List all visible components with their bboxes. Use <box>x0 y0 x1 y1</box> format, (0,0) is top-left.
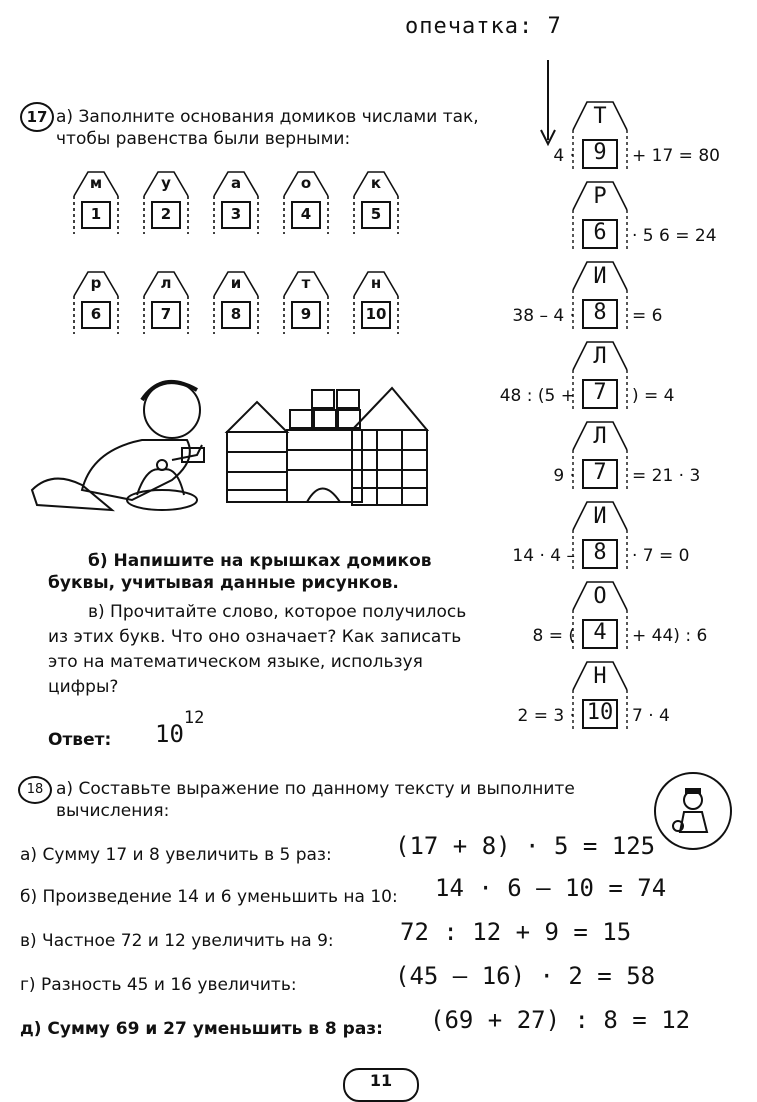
house-houses_row2-3 <box>278 268 334 338</box>
equation-left: 14 · 4 – <box>512 546 575 566</box>
task18-item-0: а) Сумму 17 и 8 увеличить в 5 раз: <box>20 845 332 865</box>
task18-answer-0: (17 + 8) · 5 = 125 <box>395 832 656 860</box>
house-houses_row2-0 <box>68 268 124 338</box>
equation-roof-letter: Л <box>593 344 607 369</box>
house-number: 7 <box>160 305 172 323</box>
task17-part-a: а) Заполните основания домиков числами так, чтобы равенства были верными: <box>56 107 479 149</box>
equation-house-4 <box>569 420 631 492</box>
task17-part-b: б) Напишите на крышках домиков буквы, учитывая данные рисунков. <box>48 551 432 593</box>
equation-base-number: 8 <box>593 300 607 325</box>
house-letter: н <box>370 274 382 292</box>
equation-base-number: 9 <box>593 140 607 165</box>
house-letter: а <box>230 174 242 192</box>
house-houses_row1-4 <box>348 168 404 238</box>
boy-sailor-icon <box>652 770 734 852</box>
equation-right: ) = 4 <box>632 386 675 406</box>
house-letter: и <box>230 274 242 292</box>
house-houses_row1-2 <box>208 168 264 238</box>
answer-base: 10 <box>155 720 184 748</box>
house-houses_row2-2 <box>208 268 264 338</box>
house-number: 3 <box>230 205 242 223</box>
house-houses_row2-1 <box>138 268 194 338</box>
task18-item-2: в) Частное 72 и 12 увеличить на 9: <box>20 931 334 951</box>
house-houses_row2-4 <box>348 268 404 338</box>
equation-roof-letter: И <box>593 264 607 289</box>
equation-house-6 <box>569 580 631 652</box>
equation-roof-letter: О <box>593 584 607 609</box>
house-number: 1 <box>90 205 102 223</box>
house-number: 9 <box>300 305 312 323</box>
boy-sandcastle-illustration <box>22 370 442 520</box>
house-letter: л <box>160 274 172 292</box>
task18-intro: а) Составьте выражение по данному тексту и выполните вычисления: <box>56 779 575 821</box>
task18-item-3: г) Разность 45 и 16 увеличить: <box>20 975 297 995</box>
page-number-box <box>343 1068 419 1102</box>
equation-house-0 <box>569 100 631 172</box>
house-letter: м <box>89 174 103 192</box>
house-number: 2 <box>160 205 172 223</box>
house-number: 4 <box>300 205 312 223</box>
task17-part-v: в) Прочитайте слово, которое получилось из этих букв. Что оно означает? Как записать это на математическом языке, используя цифры? <box>48 602 467 697</box>
equation-house-5 <box>569 500 631 572</box>
house-houses_row1-3 <box>278 168 334 238</box>
equation-base-number: 10 <box>586 700 614 725</box>
task17-badge <box>20 102 54 132</box>
task18-answer-2: 72 : 12 + 9 = 15 <box>400 918 632 946</box>
equation-base-number: 7 <box>593 380 607 405</box>
equation-base-number: 7 <box>593 460 607 485</box>
equation-right: + 44) : 6 <box>632 626 708 646</box>
equation-roof-letter: Т <box>593 104 607 129</box>
equation-left: 2 = 3 · <box>517 706 575 726</box>
equation-left: 9 · <box>553 466 575 486</box>
house-letter: о <box>300 174 312 192</box>
house-number: 10 <box>365 305 387 323</box>
task18-badge <box>18 776 52 804</box>
equation-right: = 6 <box>632 306 663 326</box>
equation-house-3 <box>569 340 631 412</box>
equation-left: 4 · <box>553 146 575 166</box>
equation-roof-letter: Р <box>593 184 607 209</box>
equation-right: · 5 6 = 24 <box>632 226 717 246</box>
task18-answer-1: 14 · 6 – 10 = 74 <box>435 874 667 902</box>
task18-item-4: д) Сумму 69 и 27 уменьшить в 8 раз: <box>20 1019 383 1039</box>
house-number: 6 <box>90 305 102 323</box>
house-letter: у <box>161 174 171 192</box>
house-number: 8 <box>230 305 242 323</box>
answer-value <box>155 708 205 748</box>
down-arrow-icon <box>538 58 558 148</box>
house-houses_row1-1 <box>138 168 194 238</box>
house-letter: р <box>90 274 102 292</box>
equation-right: + 17 = 80 <box>632 146 720 166</box>
equation-house-2 <box>569 260 631 332</box>
equation-house-1 <box>569 180 631 252</box>
equation-right: = 21 · 3 <box>632 466 701 486</box>
equation-left: 38 – 4 · <box>512 306 575 326</box>
equation-right: 7 · 4 <box>632 706 670 726</box>
equation-left: 48 : (5 + <box>499 386 575 406</box>
task18-number: 18 <box>26 782 44 797</box>
page-number: 11 <box>369 1071 393 1090</box>
equation-base-number: 8 <box>593 540 607 565</box>
equation-left: 8 = ( <box>532 626 575 646</box>
equation-house-7 <box>569 660 631 732</box>
house-number: 5 <box>370 205 382 223</box>
house-houses_row1-0 <box>68 168 124 238</box>
task18-answer-3: (45 – 16) · 2 = 58 <box>395 962 656 990</box>
task18-answer-4: (69 + 27) : 8 = 12 <box>430 1006 691 1034</box>
equation-roof-letter: Н <box>593 664 607 689</box>
task18-item-1: б) Произведение 14 и 6 уменьшить на 10: <box>20 887 398 907</box>
answer-label: Ответ: <box>48 730 112 750</box>
task17-number: 17 <box>26 108 48 126</box>
equation-roof-letter: Л <box>593 424 607 449</box>
equation-base-number: 4 <box>593 620 607 645</box>
house-letter: т <box>301 274 311 292</box>
equation-base-number: 6 <box>593 220 607 245</box>
equation-right: · 7 = 0 <box>632 546 690 566</box>
typo-note: опечатка: 7 <box>405 14 562 39</box>
equation-roof-letter: И <box>593 504 607 529</box>
house-letter: к <box>370 174 382 192</box>
answer-exponent: 12 <box>183 708 205 728</box>
